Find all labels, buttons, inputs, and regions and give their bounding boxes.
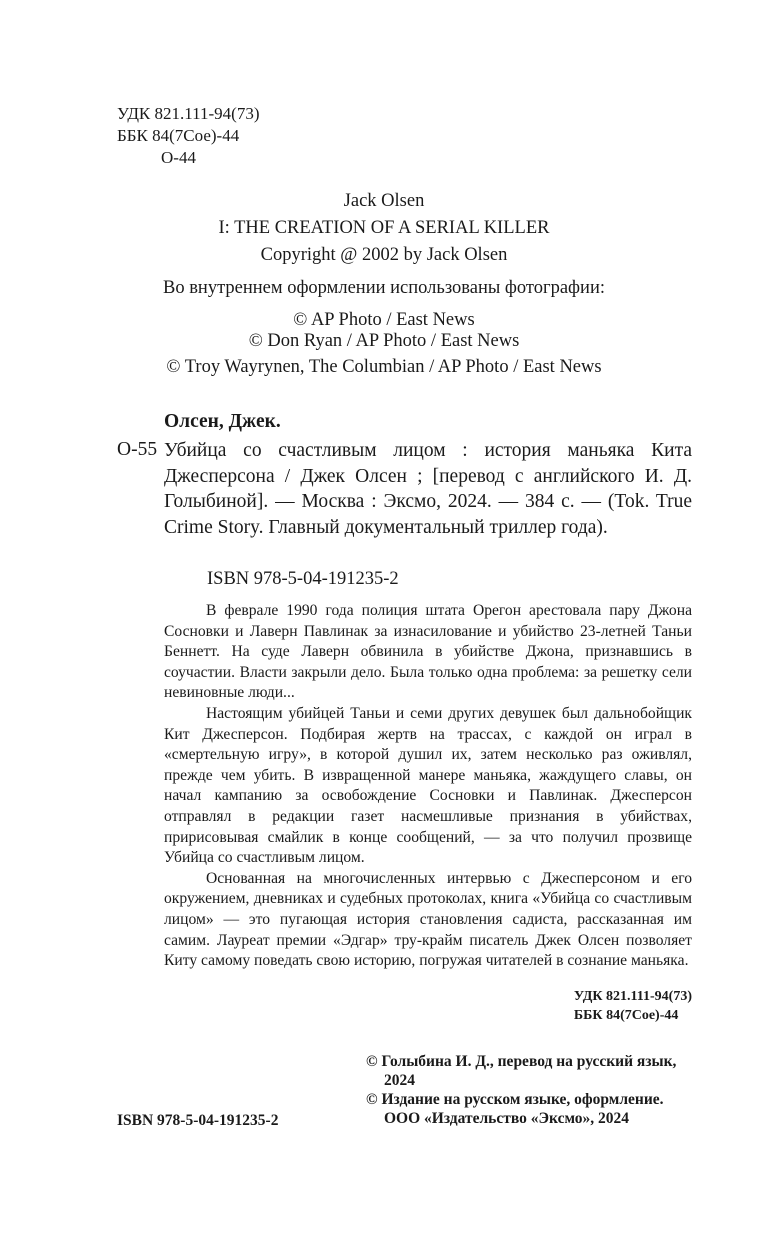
bbk-code: ББК 84(7Сое)-44	[117, 126, 240, 145]
original-copyright: Copyright @ 2002 by Jack Olsen	[260, 245, 508, 265]
classification-codes	[117, 103, 259, 169]
photo-credit: © AP Photo / East News	[293, 310, 475, 330]
footer-udk: УДК 821.111-94(73)	[573, 989, 692, 1004]
entry-author: Олсен, Джек.	[164, 411, 281, 432]
copyright-translation: © Голыбина И. Д., перевод на русский язык, 2024	[366, 1053, 677, 1089]
annotation-paragraph: В феврале 1990 года полиция штата Орегон арестовала пару Джона Сосновки и Лаверн Павлинак за изнасилование и убийство 23-летней Таньи Беннетт. На суде Лаверн обвинила в убийстве Джона, признавшись в соучастии. Власти закрыли дело. Была только одна проблема: за решетку сели невиновные люди...	[164, 602, 692, 702]
author-mark: О-44	[161, 148, 196, 167]
photos-intro: Во внутреннем оформлении использованы фотографии:	[162, 278, 605, 298]
bibliographic-entry: Убийца со счастливым лицом : история маньяка Кита Джесперсона / Джек Олсен ; [перевод с английского И. Д. Голыбиной]. — Москва : Эксмо, 2024. — 384 с. — (Tok. True Crime Story. Главный документальный триллер года).	[164, 440, 692, 538]
original-title: I: THE CREATION OF A SERIAL KILLER	[218, 218, 550, 238]
annotation	[164, 601, 692, 972]
footer-isbn: ISBN 978-5-04-191235-2	[117, 1112, 279, 1129]
entry-isbn: ISBN 978-5-04-191235-2	[207, 569, 399, 589]
footer-codes	[574, 987, 692, 1025]
annotation-paragraph: Основанная на многочисленных интервью с Джесперсоном и его окружением, дневниках и судебных протоколах, книга «Убийца со счастливым лицом» — это пугающая история становления садиста, рассказанная им самим. Лауреат премии «Эдгар» тру-крайм писатель Джек Олсен позволяет Киту самому поведать свою историю, погружая читателей в сознание маньяка.	[164, 869, 692, 970]
entry-code: О-55	[117, 439, 158, 460]
footer-bbk: ББК 84(7Сое)-44	[573, 1008, 679, 1023]
annotation-paragraph: Настоящим убийцей Таньи и семи других девушек был дальнобойщик Кит Джесперсон. Подбирая жертв на трассах, с каждой он играл в «смертельную игру», в которой душил их, затем несколько раз оживлял, прежде чем убить. В извращенной манере маньяка, жаждущего славы, он начал кампанию за освобождение Сосновки и Павлинак. Джесперсон отправлял в редакции газет насмешливые признания в убийствах, пририсовывая смайлик в конце сообщений, — за что получил прозвище Убийца со счастливым лицом.	[164, 704, 692, 867]
udk-code: УДК 821.111-94(73)	[117, 104, 260, 123]
copyright-edition: © Издание на русском языке, оформление. ООО «Издательство «Эксмо», 2024	[366, 1091, 664, 1127]
photo-credit: © Don Ryan / AP Photo / East News	[248, 331, 520, 351]
photo-credit: © Troy Wayrynen, The Columbian / AP Photo / East News	[166, 357, 602, 377]
original-author: Jack Olsen	[343, 191, 425, 211]
copyright-block	[366, 1052, 696, 1128]
